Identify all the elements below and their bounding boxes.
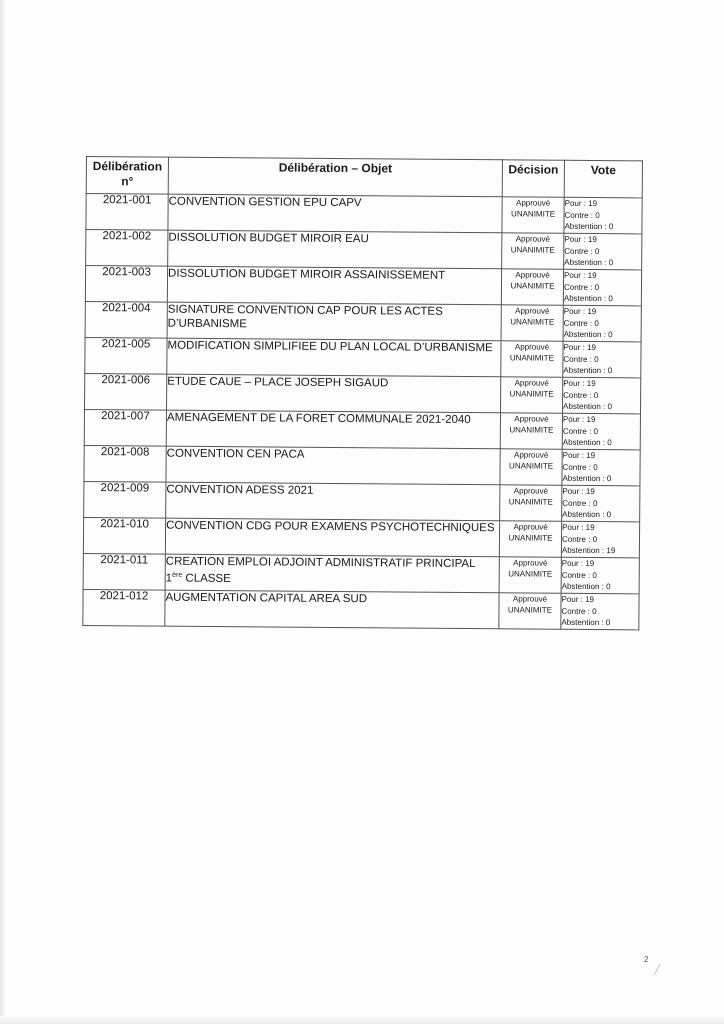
decision-cell <box>499 593 561 629</box>
object-line-1: AUGMENTATION CAPITAL AREA SUD <box>165 591 368 606</box>
vote-abstention: Abstention : 0 <box>561 581 611 592</box>
decision-cell <box>502 197 564 233</box>
decision-mode: UNANIMITE <box>509 425 554 435</box>
object-line-1: CONVENTION GESTION EPU CAPV <box>168 195 362 210</box>
decision-cell <box>500 413 562 449</box>
deliberation-number: 2021-003 <box>85 266 167 303</box>
decision-status: Approuvé <box>515 306 550 316</box>
vote-pour: Pour : 19 <box>564 234 597 245</box>
vote-abstention: Abstention : 0 <box>561 617 611 628</box>
deliberation-number: 2021-010 <box>83 517 165 554</box>
deliberation-object <box>168 194 502 233</box>
decision-mode: UNANIMITE <box>508 533 553 543</box>
table-body <box>83 194 642 630</box>
vote-cell <box>563 269 641 306</box>
vote-contre: Contre : 0 <box>563 354 599 364</box>
vote-pour: Pour : 19 <box>562 522 595 533</box>
vote-pour: Pour : 19 <box>563 378 596 389</box>
object-line-1: MODIFICATION SIMPLIFIEE DU PLAN LOCAL D’URBANISME <box>167 339 493 355</box>
object-line-1: DISSOLUTION BUDGET MIROIR EAU <box>168 231 369 246</box>
deliberation-number: 2021-004 <box>85 301 167 338</box>
object-line-2 <box>166 569 499 588</box>
decision-status: Approuvé <box>514 342 550 352</box>
table-row <box>84 409 640 449</box>
decision-status: Approuvé <box>515 198 551 208</box>
scan-shadow-edge <box>0 0 6 1024</box>
vote-abstention: Abstention : 0 <box>563 401 613 412</box>
object-line-1: DISSOLUTION BUDGET MIROIR ASSAINISSEMENT <box>168 267 446 282</box>
object-line-1: CONVENTION CEN PACA <box>166 447 305 461</box>
object-line-1: CREATION EMPLOI ADJOINT ADMINISTRATIF PRINCIPAL <box>165 555 476 571</box>
decision-mode: UNANIMITE <box>508 497 553 507</box>
table-row <box>86 230 642 270</box>
vote-contre: Contre : 0 <box>561 534 598 544</box>
deliberation-number: 2021-006 <box>85 373 167 410</box>
vote-pour: Pour : 19 <box>561 558 595 569</box>
vote-abstention: Abstention : 0 <box>564 221 614 232</box>
vote-abstention: Abstention : 0 <box>562 509 612 520</box>
decision-cell <box>500 377 562 413</box>
vote-pour: Pour : 19 <box>562 414 596 425</box>
deliberation-object <box>167 302 501 341</box>
table-row <box>85 301 641 341</box>
decision-cell <box>500 449 562 485</box>
decision-mode: UNANIMITE <box>509 461 554 471</box>
vote-pour: Pour : 19 <box>562 486 595 497</box>
vote-pour: Pour : 19 <box>564 198 598 209</box>
decision-mode: UNANIMITE <box>510 317 555 327</box>
vote-cell <box>562 485 640 522</box>
decision-mode: UNANIMITE <box>511 209 556 219</box>
header-objet: Délibération – Objet <box>168 157 502 197</box>
deliberation-number: 2021-008 <box>84 445 166 482</box>
table-row <box>85 266 641 306</box>
vote-contre: Contre : 0 <box>563 390 599 400</box>
decision-mode: UNANIMITE <box>507 605 552 615</box>
table-row <box>83 553 639 593</box>
vote-pour: Pour : 19 <box>563 342 597 353</box>
table-row <box>84 445 640 485</box>
vote-cell <box>562 377 640 414</box>
object-line-1: ETUDE CAUE – PLACE JOSEPH SIGAUD <box>167 375 389 390</box>
decision-mode: UNANIMITE <box>510 281 555 291</box>
vote-abstention: Abstention : 0 <box>562 437 612 448</box>
decision-cell <box>499 521 561 557</box>
header-decision: Décision <box>502 160 564 197</box>
vote-cell <box>562 449 640 486</box>
deliberation-object <box>167 338 501 377</box>
table-row <box>86 194 642 234</box>
decision-mode: UNANIMITE <box>510 245 555 255</box>
object-line-2-prefix: 1 <box>165 572 173 585</box>
deliberation-object <box>167 266 501 305</box>
deliberation-object <box>166 410 500 449</box>
vote-pour: Pour : 19 <box>564 270 597 281</box>
vote-pour: Pour : 19 <box>561 594 595 605</box>
object-line-1: CONVENTION ADESS 2021 <box>166 483 314 497</box>
deliberation-object <box>165 554 499 593</box>
deliberation-object <box>165 590 499 629</box>
deliberation-object <box>166 482 500 521</box>
table-row <box>83 517 639 557</box>
decision-cell <box>501 269 563 305</box>
vote-contre: Contre : 0 <box>561 606 597 616</box>
object-line-1: SIGNATURE CONVENTION CAP POUR LES ACTES D’URBANISME <box>167 303 443 331</box>
decision-mode: UNANIMITE <box>509 353 554 363</box>
deliberations-table <box>82 156 643 630</box>
decision-status: Approuvé <box>514 450 549 460</box>
deliberation-object <box>167 374 501 413</box>
vote-pour: Pour : 19 <box>562 450 596 461</box>
vote-contre: Contre : 0 <box>563 318 599 328</box>
vote-contre: Contre : 0 <box>564 210 600 220</box>
decision-mode: UNANIMITE <box>509 389 554 399</box>
vote-abstention: Abstention : 0 <box>563 329 613 340</box>
vote-cell <box>563 341 641 378</box>
vote-cell <box>561 521 639 558</box>
vote-abstention: Abstention : 0 <box>564 257 614 268</box>
table-row <box>83 589 639 629</box>
table-row <box>85 373 641 413</box>
decision-status: Approuvé <box>512 594 548 604</box>
decision-cell <box>499 557 561 593</box>
vote-contre: Contre : 0 <box>564 246 600 256</box>
decision-status: Approuvé <box>515 270 550 280</box>
deliberation-number: 2021-005 <box>85 337 167 374</box>
vote-contre: Contre : 0 <box>561 570 597 580</box>
decision-cell <box>500 485 562 521</box>
decision-status: Approuvé <box>515 234 551 244</box>
table-row <box>84 481 640 521</box>
scan-bottom-edge <box>0 1016 724 1024</box>
header-num: Délibération n° <box>86 157 168 195</box>
header-vote: Vote <box>564 160 642 198</box>
vote-contre: Contre : 0 <box>562 498 598 508</box>
decision-status: Approuvé <box>513 486 549 496</box>
deliberation-number: 2021-001 <box>86 194 168 231</box>
vote-abstention: Abstention : 0 <box>562 473 612 484</box>
deliberation-object <box>165 518 499 557</box>
vote-abstention: Abstention : 19 <box>561 545 616 556</box>
vote-abstention: Abstention : 0 <box>563 293 613 304</box>
vote-contre: Contre : 0 <box>563 282 600 292</box>
decision-cell <box>501 305 563 341</box>
vote-contre: Contre : 0 <box>562 462 598 472</box>
decision-mode: UNANIMITE <box>508 569 553 579</box>
decision-status: Approuvé <box>514 414 549 424</box>
object-line-2-superscript: ère <box>172 571 183 579</box>
vote-cell <box>564 197 642 234</box>
deliberation-number: 2021-002 <box>86 230 168 267</box>
vote-abstention: Abstention : 0 <box>563 365 613 376</box>
decision-cell <box>501 341 563 377</box>
deliberation-number: 2021-009 <box>84 481 166 518</box>
table-header-row <box>86 157 642 198</box>
vote-cell <box>562 413 640 450</box>
object-line-2-rest: CLASSE <box>182 572 231 585</box>
vote-pour: Pour : 19 <box>563 306 597 317</box>
table-row <box>85 337 641 377</box>
decision-status: Approuvé <box>513 558 548 568</box>
vote-cell <box>564 233 642 270</box>
deliberation-number: 2021-012 <box>83 589 165 626</box>
deliberation-object <box>168 230 502 269</box>
page-number: 2 <box>644 955 649 964</box>
deliberation-number: 2021-007 <box>84 409 166 446</box>
vote-cell <box>561 557 639 594</box>
decision-status: Approuvé <box>513 522 548 532</box>
vote-cell <box>561 593 639 630</box>
object-line-1: CONVENTION CDG POUR EXAMENS PSYCHOTECHNIQUES <box>166 519 495 535</box>
scan-corner-mark <box>652 962 662 976</box>
object-line-1: AMENAGEMENT DE LA FORET COMMUNALE 2021-2040 <box>166 411 471 427</box>
decision-status: Approuvé <box>514 378 549 388</box>
deliberation-object <box>166 446 500 485</box>
vote-cell <box>563 305 641 342</box>
vote-contre: Contre : 0 <box>562 426 599 436</box>
deliberation-number: 2021-011 <box>83 553 165 590</box>
decision-cell <box>502 233 564 269</box>
